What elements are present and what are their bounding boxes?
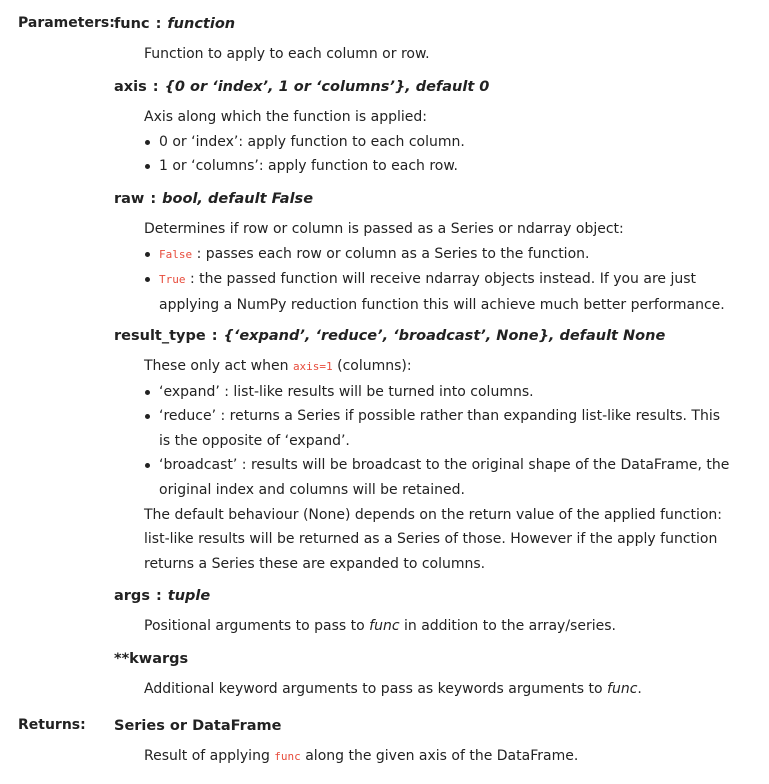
inline-code: axis=1: [292, 360, 333, 373]
returns-section: [114, 716, 734, 770]
bullet-icon: [145, 390, 150, 395]
list-item: [144, 154, 734, 179]
param-axis: [114, 77, 734, 179]
desc-emphasis: func: [369, 618, 400, 634]
param-type: {‘expand’, ‘reduce’, ‘broadcast’, None}, default None: [223, 328, 666, 344]
param-desc: [144, 677, 734, 702]
param-args-head: [114, 586, 734, 606]
param-desc: [144, 217, 734, 317]
desc-text: Result of applying: [144, 748, 275, 764]
param-type: {0 or ‘index’, 1 or ‘columns’}, default 0: [164, 79, 490, 95]
param-desc-text: [144, 677, 734, 702]
param-note-text: The default behaviour (None) depends on the return value of the applied function: list-like results will be returned as a Series of those. However if the apply function returns a Series these are expanded to columns.: [144, 506, 722, 572]
bullet-icon: [145, 140, 150, 145]
bullet-icon: [145, 463, 150, 468]
bullet-icon: [145, 252, 150, 257]
param-desc: [144, 105, 734, 179]
list-item: [144, 453, 734, 502]
param-type: tuple: [167, 588, 211, 604]
returns-desc-text: [144, 744, 734, 770]
desc-emphasis: func: [607, 681, 638, 697]
list-item-text: ‘reduce’ : returns a Series if possible rather than expanding list-like results. This is the opposite of ‘expand’.: [159, 408, 721, 449]
param-desc-text: Determines if row or column is passed as a Series or ndarray object:: [144, 221, 624, 237]
returns-desc: [144, 744, 734, 770]
inline-code: False: [159, 247, 193, 261]
bullet-list: [144, 380, 734, 503]
param-desc-text: [144, 354, 734, 380]
param-result-type: [114, 326, 734, 576]
desc-text: These only act when: [144, 358, 293, 374]
param-name: func: [114, 16, 150, 32]
bullet-icon: [145, 164, 150, 169]
list-item: [144, 130, 734, 155]
param-axis-head: [114, 77, 734, 97]
list-item-text: 0 or ‘index’: apply function to each column.: [159, 133, 465, 150]
param-desc-text: Axis along which the function is applied:: [144, 109, 428, 125]
param-result-type-head: [114, 326, 734, 346]
list-item-text: 1 or ‘columns’: apply function to each row.: [159, 158, 458, 175]
param-sep: :: [152, 79, 159, 95]
list-item-text: ‘expand’ : list-like results will be turned into columns.: [159, 383, 534, 400]
desc-text: along the given axis of the DataFrame.: [300, 748, 579, 764]
list-item: [144, 267, 734, 317]
param-name: args: [114, 588, 150, 604]
param-sep: :: [155, 16, 162, 32]
param-sep: :: [155, 588, 162, 604]
param-name: result_type: [114, 328, 206, 344]
bullet-icon: [145, 414, 150, 419]
bullet-list: [144, 130, 734, 179]
returns-label: Returns:: [18, 717, 86, 733]
list-item-text: ‘broadcast’ : results will be broadcast to the original shape of the DataFrame, the original index and columns will be retained.: [159, 457, 730, 498]
bullet-icon: [145, 277, 150, 282]
param-args: [114, 586, 734, 639]
param-func: [114, 14, 734, 67]
list-item: [144, 242, 734, 268]
list-item-text: : the passed function will receive ndarray objects instead. If you are just applying a NumPy reduction function this will achieve much better performance.: [159, 271, 725, 313]
param-name: axis: [114, 79, 147, 95]
param-desc-text: [144, 614, 734, 639]
desc-text: .: [637, 681, 642, 697]
desc-text: Additional keyword arguments to pass as keywords arguments to: [144, 681, 608, 697]
param-raw-head: [114, 189, 734, 209]
desc-text: in addition to the array/series.: [399, 618, 616, 634]
list-item: [144, 380, 734, 405]
desc-text: Positional arguments to pass to: [144, 618, 370, 634]
param-raw: [114, 189, 734, 317]
param-type: bool, default False: [162, 191, 314, 207]
parameters-label: Parameters:: [18, 15, 115, 31]
list-item: [144, 404, 734, 453]
desc-text: (columns):: [332, 358, 412, 374]
returns-type: Series or DataFrame: [114, 718, 282, 734]
list-item-text: : passes each row or column as a Series to the function.: [192, 245, 590, 262]
param-name: **kwargs: [114, 651, 189, 667]
param-kwargs-head: [114, 649, 734, 669]
bullet-list: [144, 242, 734, 318]
param-sep: :: [211, 328, 218, 344]
param-desc: [144, 614, 734, 639]
param-name: raw: [114, 191, 145, 207]
inline-code: True: [159, 273, 186, 287]
param-desc-text: Function to apply to each column or row.: [144, 46, 430, 62]
inline-code: func: [274, 750, 301, 763]
param-desc: [144, 42, 734, 67]
param-desc: [144, 354, 734, 576]
returns-head: [114, 716, 734, 736]
param-sep: :: [150, 191, 157, 207]
param-func-head: [114, 14, 734, 34]
param-type: function: [167, 16, 236, 32]
param-kwargs: [114, 649, 734, 702]
